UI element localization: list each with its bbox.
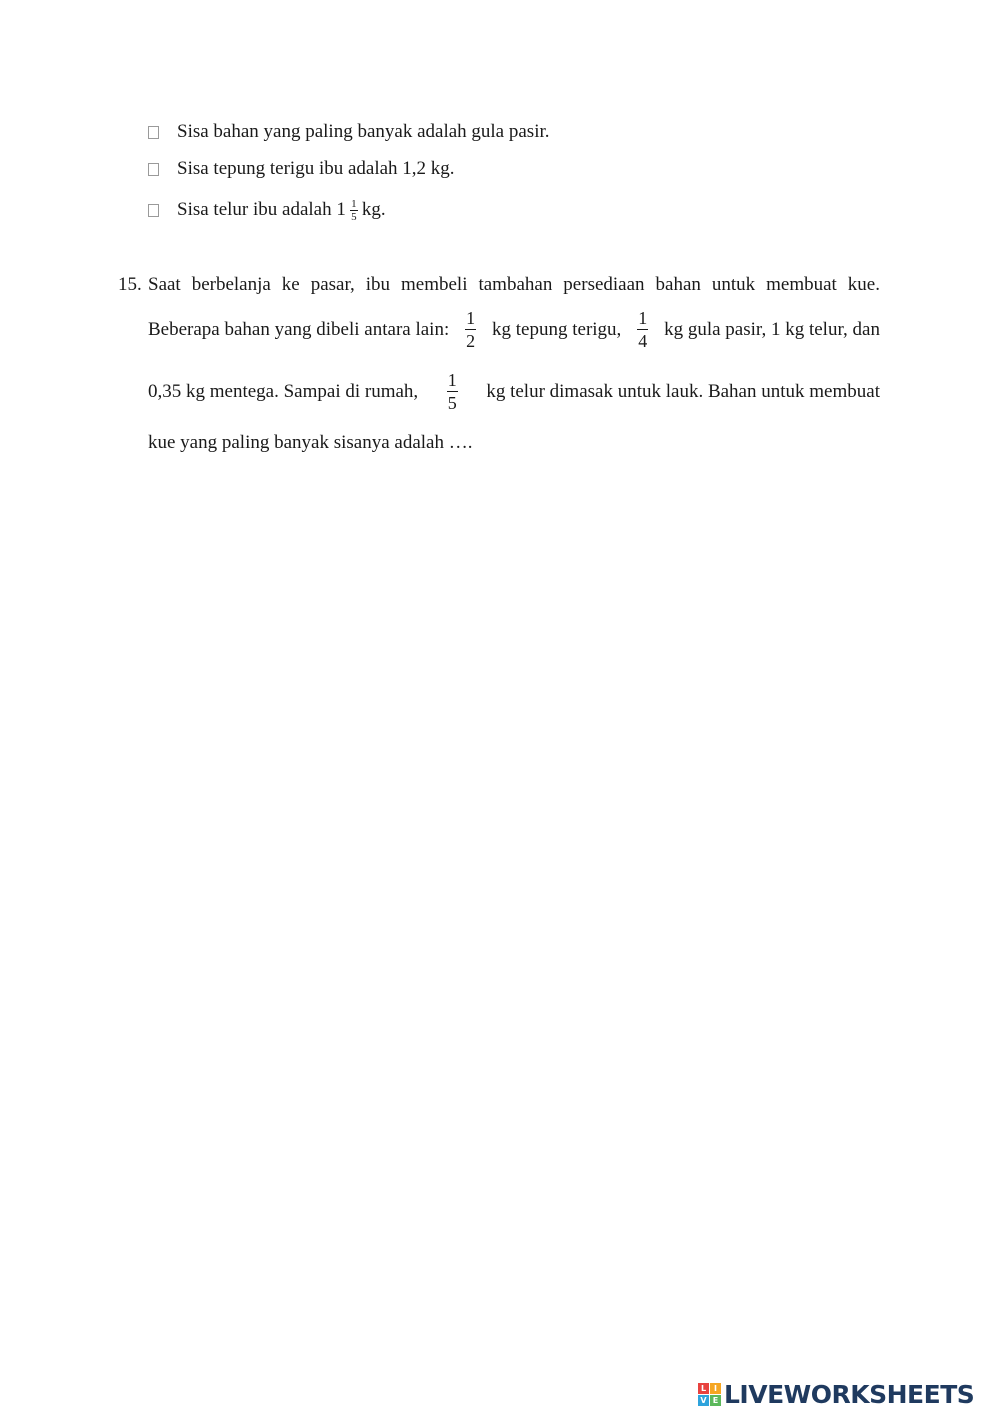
fraction [350, 198, 358, 223]
logo-letter-v: V [698, 1395, 709, 1406]
logo-text: LIVEWORKSHEETS [724, 1379, 975, 1409]
question-line-4: kue yang paling banyak sisanya adalah …. [148, 432, 473, 453]
fraction-quarter [637, 308, 648, 351]
question-number: 15. [118, 274, 142, 295]
question-text: kg telur dimasak untuk lauk. Bahan untuk membuat [486, 380, 880, 402]
fraction-numerator: 1 [447, 370, 457, 390]
option-checkbox[interactable] [148, 163, 159, 176]
option-label-unit: kg. [361, 198, 386, 220]
option-1[interactable] [148, 117, 550, 147]
option-label [177, 198, 386, 223]
fraction-denominator: 4 [638, 331, 648, 351]
fraction-numerator: 1 [466, 308, 476, 328]
fraction-denominator: 2 [466, 331, 476, 351]
option-label: Sisa bahan yang paling banyak adalah gula pasir. [177, 121, 550, 142]
fraction-numerator: 1 [638, 308, 648, 328]
option-3[interactable] [148, 195, 386, 225]
logo-letter-e: E [710, 1395, 721, 1406]
question-line-1: Saat berbelanja ke pasar, ibu membeli tambahan persediaan bahan untuk membuat kue. [148, 274, 880, 295]
option-checkbox[interactable] [148, 204, 159, 217]
question-text: 0,35 kg mentega. Sampai di rumah, [148, 380, 419, 402]
fraction-denominator: 5 [447, 393, 457, 413]
fraction-bar [637, 329, 648, 330]
question-text: kg tepung terigu, [492, 318, 622, 340]
liveworksheets-logo[interactable] [698, 1379, 974, 1409]
fraction-bar [447, 391, 458, 392]
question-line-2 [148, 308, 880, 351]
logo-letter-l: L [698, 1383, 709, 1394]
option-label: Sisa tepung terigu ibu adalah 1,2 kg. [177, 158, 455, 179]
fraction-numerator: 1 [351, 197, 357, 210]
logo-mark-icon [698, 1383, 721, 1406]
option-label-text: Sisa telur ibu adalah 1 [177, 198, 346, 220]
logo-letter-i: I [710, 1383, 721, 1394]
question-line-3 [148, 370, 880, 413]
option-checkbox[interactable] [148, 126, 159, 139]
fraction-half [465, 308, 476, 351]
fraction-bar [465, 329, 476, 330]
fraction-fifth [447, 370, 458, 413]
question-text: kg gula pasir, 1 kg telur, dan [664, 318, 880, 340]
option-2[interactable] [148, 154, 455, 184]
fraction-denominator: 5 [351, 210, 357, 223]
question-text: Beberapa bahan yang dibeli antara lain: [148, 318, 450, 340]
